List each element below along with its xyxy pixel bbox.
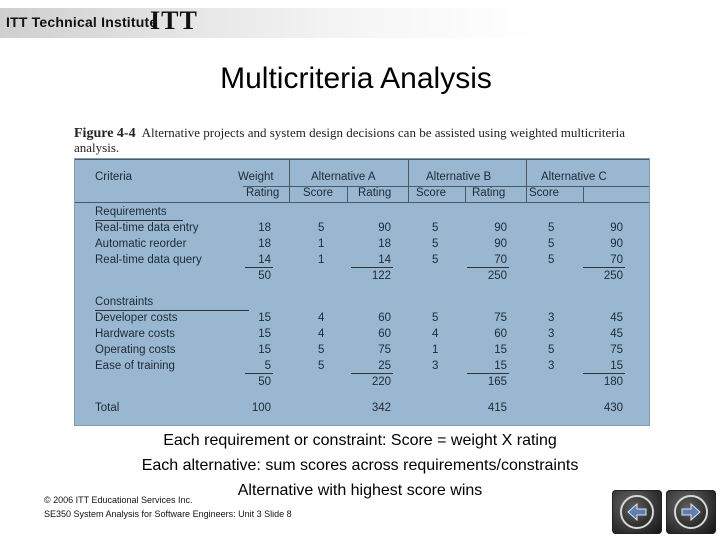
header-alt-c: Alternative C [541,171,607,183]
table-row-a-rating: 4 [318,312,325,324]
note-line-1: Each requirement or constraint: Score = weight X rating [163,432,557,449]
col-divider-b [408,159,409,202]
subtotal-rule [467,267,509,268]
figure-label: Figure 4-4 [74,126,136,141]
subtotal-rule [583,373,625,374]
footer-course: SE350 System Analysis for Software Engineers: Unit 3 Slide 8 [44,509,292,519]
header-rating-b: Rating [472,187,506,199]
subtotal-rule [351,373,393,374]
table-row-a-rating: 1 [318,254,325,266]
subtotal-b-score: 250 [487,270,507,282]
subtotal-weight: 50 [258,376,271,388]
table-row-b-rating: 5 [432,254,439,266]
table-row-a-score: 90 [378,222,391,234]
table-row-c-rating: 5 [548,254,555,266]
subtotal-rule [467,373,509,374]
col-divider-c-sub [583,186,584,202]
left-arrow-icon [620,495,654,529]
table-row-weight: 18 [258,238,271,250]
total-label: Total [95,402,120,414]
table-row-a-score: 60 [378,312,391,324]
table-row-weight: 15 [258,344,271,356]
table-row-criteria: Developer costs [95,312,178,324]
header-score-b: Score [416,187,447,199]
table-row-b-rating: 3 [432,360,439,372]
col-divider-c [526,159,527,202]
table-row-weight: 15 [258,328,271,340]
table-row-b-score: 15 [494,344,507,356]
table-row-c-score: 45 [610,312,623,324]
table-row-b-score: 75 [494,312,507,324]
table-row-c-rating: 3 [548,328,555,340]
table-row-a-score: 18 [378,238,391,250]
col-divider-a-sub [347,186,348,202]
table-row-criteria: Real-time data entry [95,222,199,234]
table-row-b-rating: 1 [432,344,439,356]
previous-slide-button[interactable] [612,490,662,534]
header-alt-a: Alternative A [311,171,376,183]
table-row-b-score: 90 [494,222,507,234]
next-slide-button[interactable] [666,490,716,534]
table-row-b-score: 60 [494,328,507,340]
table-row-criteria: Real-time data query [95,254,202,266]
note-line-3: Alternative with highest score wins [237,482,483,499]
table-row-a-rating: 5 [318,222,325,234]
header-score-c: Score [529,187,560,199]
table-row-criteria: Operating costs [95,344,176,356]
table-row-b-rating: 5 [432,238,439,250]
col-divider-b-sub [465,186,466,202]
table-row-a-score: 25 [378,360,391,372]
header-rating-w: Rating [246,187,280,199]
header-score-a: Score [303,187,334,199]
table-row-c-score: 75 [610,344,623,356]
slide-title: Multicriteria Analysis [220,62,492,95]
subtotal-c-score: 250 [603,270,623,282]
table-row-c-rating: 5 [548,344,555,356]
header-alt-b: Alternative B [426,171,492,183]
table-row-c-score: 90 [610,238,623,250]
table-row-b-rating: 5 [432,312,439,324]
itt-logo: ITT [150,6,198,35]
table-top-rule [75,159,649,160]
table-row-c-score: 70 [610,254,623,266]
subtotal-rule [245,373,273,374]
table-row-b-rating: 5 [432,222,439,234]
total-b-score: 415 [487,402,507,414]
table-row-c-rating: 3 [548,360,555,372]
figure-caption-text: Alternative projects and system design decisions can be assisted using weighted multicriteria analysis. [74,125,625,155]
multicriteria-table [74,158,650,426]
table-row-a-score: 14 [378,254,391,266]
table-row-c-rating: 5 [548,238,555,250]
table-row-weight: 5 [264,360,271,372]
section-underline [95,220,183,221]
subtotal-rule [583,267,625,268]
slide-header [0,0,720,42]
header-criteria: Criteria [95,171,133,183]
header-rating-a: Rating [358,187,392,199]
brand-text: ITT Technical Institute [6,14,158,30]
table-row-weight: 15 [258,312,271,324]
table-row-c-rating: 5 [548,222,555,234]
subtotal-a-score: 220 [371,376,391,388]
table-row-c-score: 90 [610,222,623,234]
total-c-score: 430 [603,402,623,414]
table-row-criteria: Automatic reorder [95,238,187,250]
table-row-criteria: Ease of training [95,360,175,372]
section-underline [95,310,249,311]
table-row-a-score: 60 [378,328,391,340]
total-weight: 100 [251,402,271,414]
right-arrow-icon [674,495,708,529]
col-divider-a [289,159,290,202]
table-row-a-rating: 5 [318,344,325,356]
table-row-b-score: 15 [494,360,507,372]
table-row-weight: 14 [258,254,271,266]
footer-copyright: © 2006 ITT Educational Services Inc. [44,495,193,505]
subtotal-c-score: 180 [603,376,623,388]
table-row-a-rating: 1 [318,238,325,250]
subtotal-weight: 50 [258,270,271,282]
table-row-b-score: 90 [494,238,507,250]
header-weight: Weight [238,171,274,183]
total-a-score: 342 [371,402,391,414]
table-row-c-rating: 3 [548,312,555,324]
table-row-a-rating: 5 [318,360,325,372]
table-row-c-score: 45 [610,328,623,340]
table-row-c-score: 15 [610,360,623,372]
table-row-a-score: 75 [378,344,391,356]
table-row-criteria: Hardware costs [95,328,175,340]
subtotal-rule [351,267,393,268]
subtotal-b-score: 165 [487,376,507,388]
section-title-constraints: Constraints [95,296,154,308]
table-row-b-score: 70 [494,254,507,266]
subtotal-rule [245,267,273,268]
note-line-2: Each alternative: sum scores across requirements/constraints [141,457,579,474]
table-row-b-rating: 4 [432,328,439,340]
table-row-weight: 18 [258,222,271,234]
header-bottom-rule [75,202,649,203]
section-title-requirements: Requirements [95,206,167,218]
subtotal-a-score: 122 [371,270,391,282]
table-row-a-rating: 4 [318,328,325,340]
figure-caption [74,126,634,155]
